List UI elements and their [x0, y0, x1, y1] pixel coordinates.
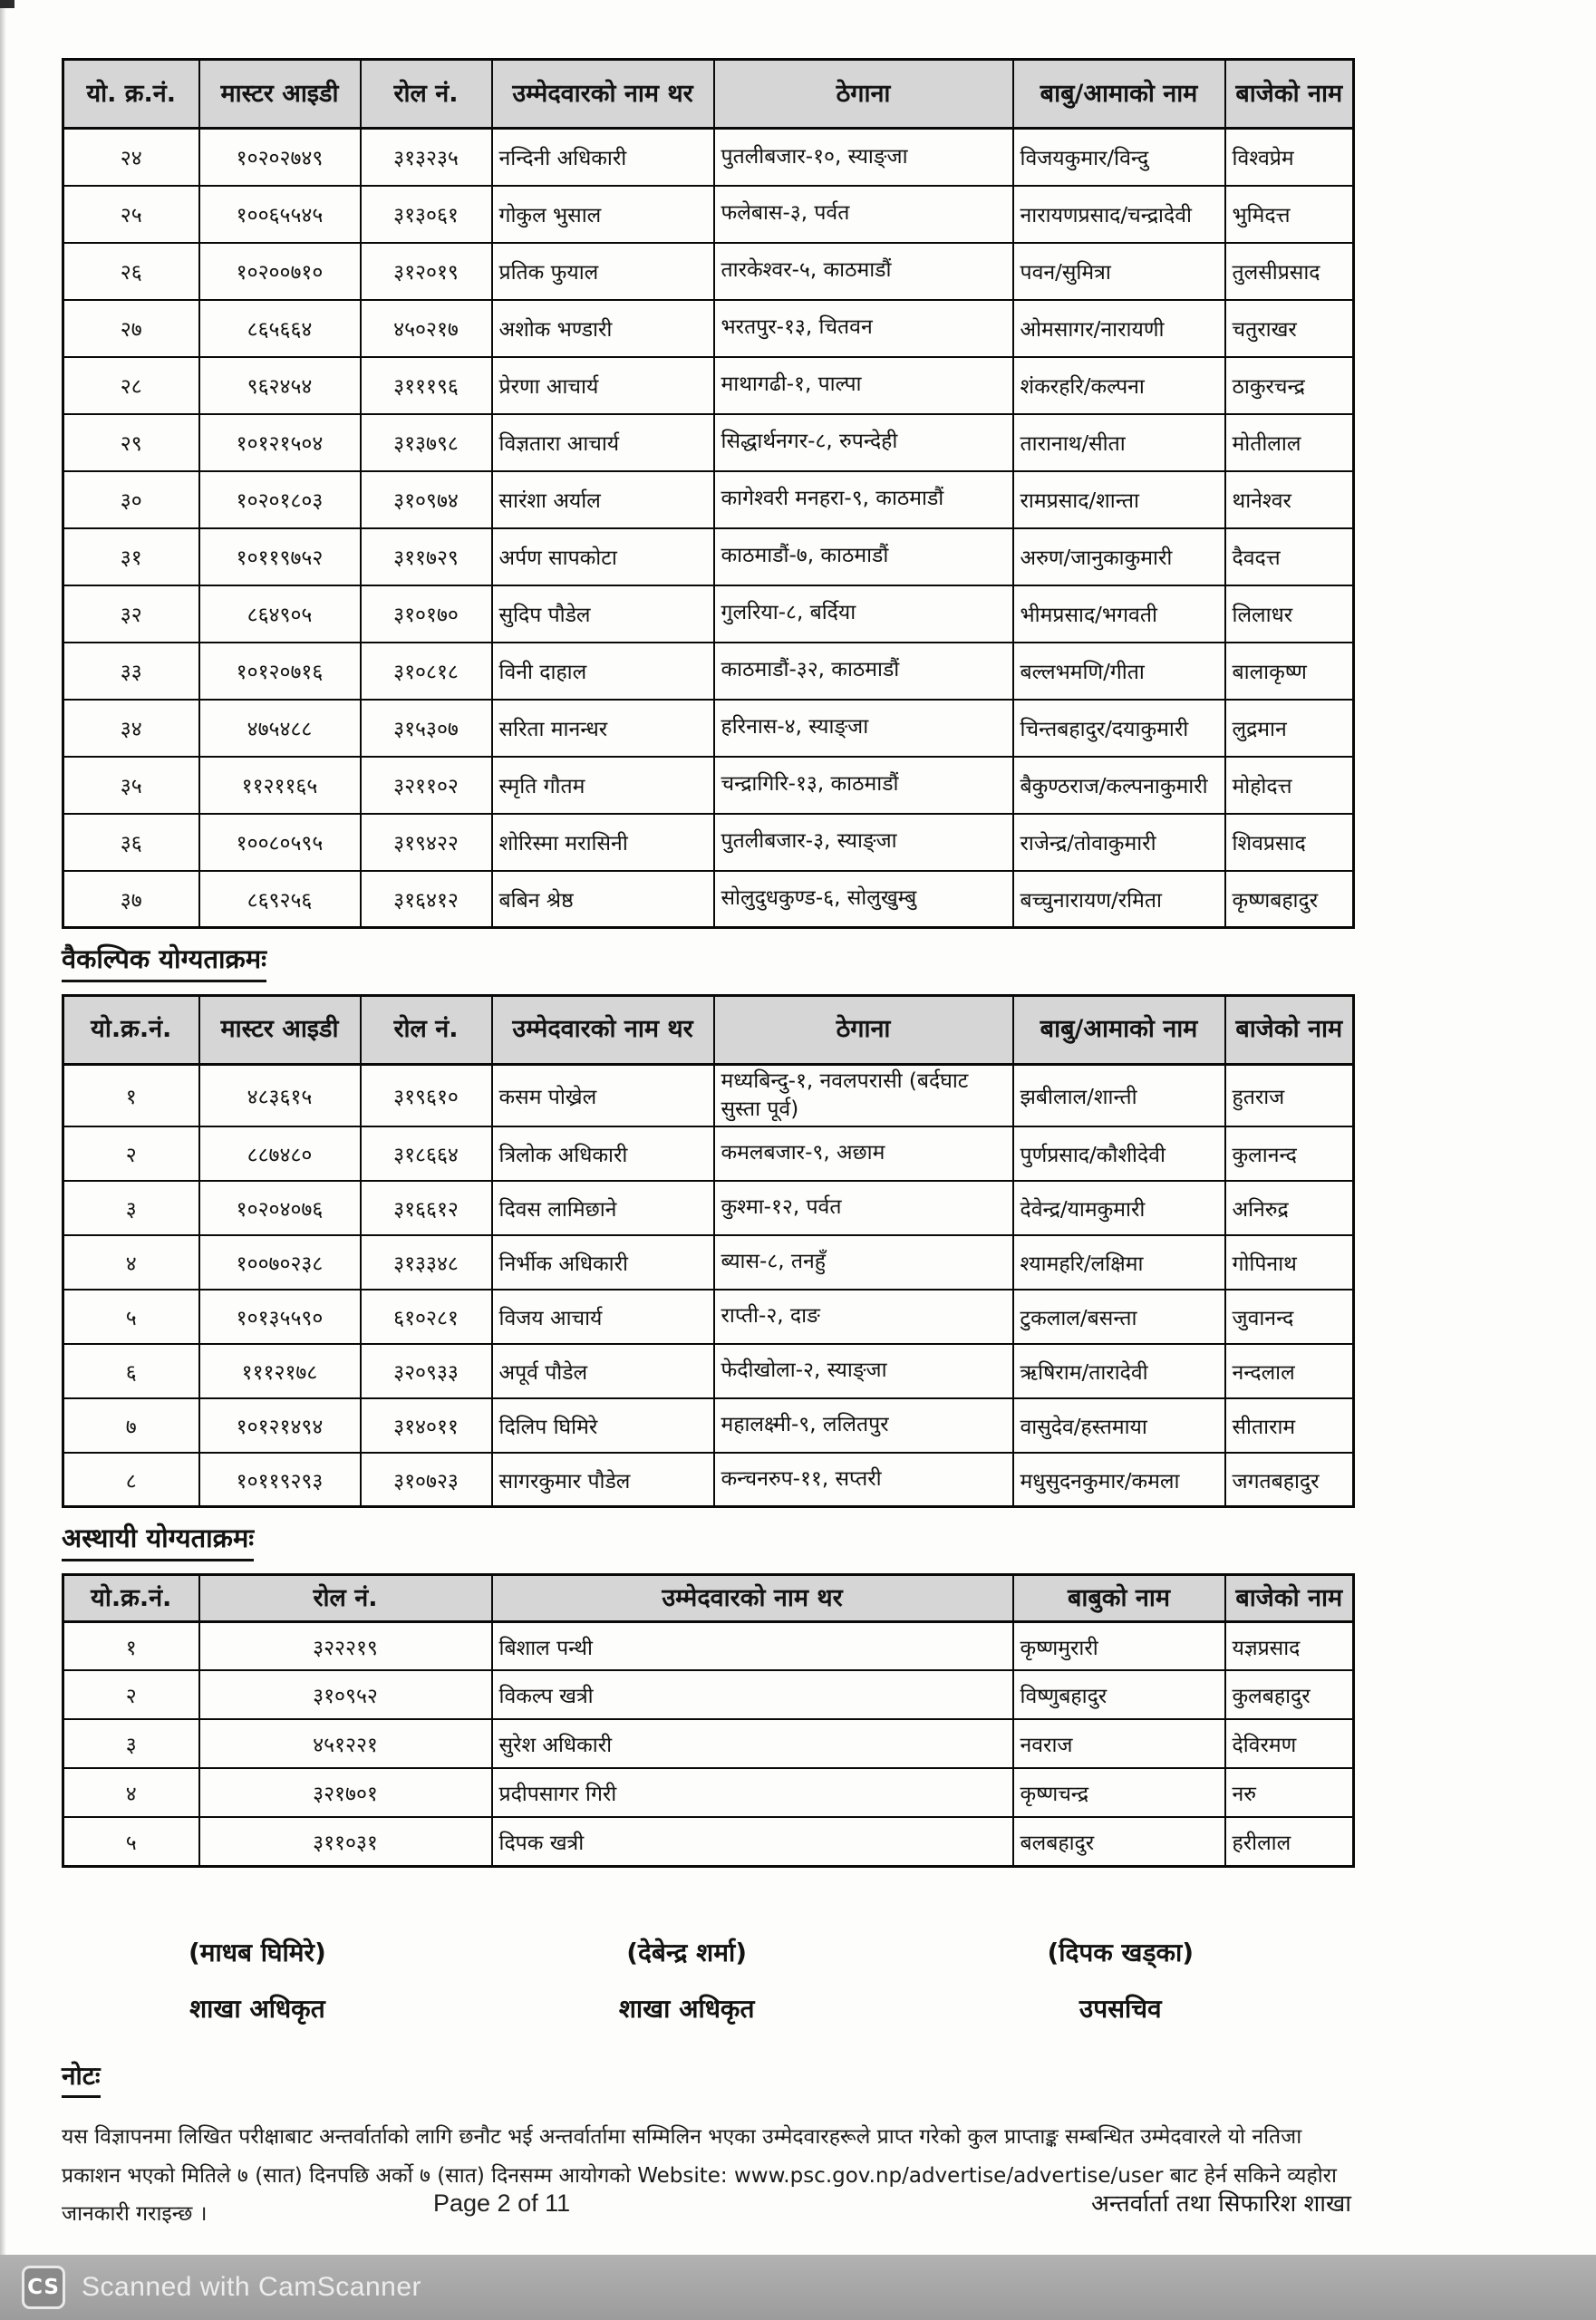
cell-serial-number: ५: [63, 1290, 199, 1344]
cell-candidate-name: अशोक भण्डारी: [492, 300, 714, 357]
cell-roll-number: ३१३७९८: [361, 414, 492, 471]
cell-roll-number: ३२११०२: [361, 757, 492, 814]
table-row: [63, 243, 1354, 300]
cell-candidate-name: बबिन श्रेष्ठ: [492, 871, 714, 928]
cell-parents-name: शंकरहरि/कल्पना: [1013, 357, 1225, 414]
cell-roll-number: ६१०२८१: [361, 1290, 492, 1344]
cell-master-id: १०११९२९३: [199, 1453, 361, 1507]
table-row: [63, 700, 1354, 757]
cell-address: कमलबजार-९, अछाम: [714, 1126, 1013, 1181]
cell-roll-number: ३१९४२२: [361, 814, 492, 871]
cell-address: सोलुदुधकुण्ड-६, सोलुखुम्बु: [714, 871, 1013, 928]
cell-address: कुश्मा-१२, पर्वत: [714, 1181, 1013, 1235]
cell-parents-name: बल्लभमणि/गीता: [1013, 643, 1225, 700]
cell-master-id: १००७०२३८: [199, 1235, 361, 1290]
cell-address: कागेश्वरी मनहरा-९, काठमाडौं: [714, 471, 1013, 528]
cell-serial-number: ६: [63, 1344, 199, 1398]
header-cell: ठेगाना: [714, 60, 1013, 129]
cell-candidate-name: सागरकुमार पौडेल: [492, 1453, 714, 1507]
table-body: [63, 1064, 1354, 1507]
table-row: [63, 757, 1354, 814]
cell-candidate-name: प्रदीपसागर गिरी: [492, 1768, 1013, 1817]
cell-father-name: कृष्णमुरारी: [1013, 1621, 1225, 1670]
cell-candidate-name: नन्दिनी अधिकारी: [492, 129, 714, 186]
table-row: [63, 1817, 1354, 1866]
header-cell: बाजेको नाम: [1225, 995, 1354, 1064]
cell-serial-number: ३३: [63, 643, 199, 700]
header-cell: उम्मेदवारको नाम थर: [492, 1574, 1013, 1621]
cell-roll-number: ३२०९३३: [361, 1344, 492, 1398]
cell-roll-number: ३१४०११: [361, 1398, 492, 1453]
cell-address: हरिनास-४, स्याङ्जा: [714, 700, 1013, 757]
cell-parents-name: मधुसुदनकुमार/कमला: [1013, 1453, 1225, 1507]
cell-roll-number: ३१५३०७: [361, 700, 492, 757]
table-row: [63, 585, 1354, 643]
header-cell: बाबु/आमाको नाम: [1013, 995, 1225, 1064]
cell-grandfather-name: अनिरुद्र: [1225, 1181, 1354, 1235]
cell-grandfather-name: चतुराखर: [1225, 300, 1354, 357]
cell-candidate-name: स्मृति गौतम: [492, 757, 714, 814]
cell-grandfather-name: दैवदत्त: [1225, 528, 1354, 585]
header-cell: रोल नं.: [361, 995, 492, 1064]
cell-candidate-name: कसम पोख्रेल: [492, 1064, 714, 1126]
camscanner-watermark-bar: [0, 2255, 1596, 2320]
cell-master-id: ८६४९०५: [199, 585, 361, 643]
cell-master-id: १०१३५५९०: [199, 1290, 361, 1344]
cell-candidate-name: विजय आचार्य: [492, 1290, 714, 1344]
cell-candidate-name: निर्भीक अधिकारी: [492, 1235, 714, 1290]
temporary-section-title: अस्थायी योग्यताक्रमः: [62, 1522, 254, 1561]
cell-parents-name: श्यामहरि/लक्षिमा: [1013, 1235, 1225, 1290]
cell-master-id: १०१२१४९४: [199, 1398, 361, 1453]
cell-candidate-name: दिवस लामिछाने: [492, 1181, 714, 1235]
cell-address: महालक्ष्मी-९, ललितपुर: [714, 1398, 1013, 1453]
cell-master-id: ९६२४५४: [199, 357, 361, 414]
alternative-merit-table: [62, 994, 1355, 1509]
cell-roll-number: ३१०७२३: [361, 1453, 492, 1507]
cell-grandfather-name: जगतबहादुर: [1225, 1453, 1354, 1507]
header-cell: मास्टर आइडी: [199, 60, 361, 129]
cell-parents-name: बैकुण्ठराज/कल्पनाकुमारी: [1013, 757, 1225, 814]
cell-serial-number: २७: [63, 300, 199, 357]
table-row: [63, 1290, 1354, 1344]
cell-master-id: ४८३६१५: [199, 1064, 361, 1126]
cell-parents-name: चिन्तबहादुर/दयाकुमारी: [1013, 700, 1225, 757]
cell-candidate-name: विज्ञतारा आचार्य: [492, 414, 714, 471]
cell-parents-name: रामप्रसाद/शान्ता: [1013, 471, 1225, 528]
header-cell: रोल नं.: [199, 1574, 492, 1621]
cell-roll-number: ३२१७०१: [199, 1768, 492, 1817]
cell-grandfather-name: तुलसीप्रसाद: [1225, 243, 1354, 300]
cell-roll-number: ३१०९५२: [199, 1670, 492, 1719]
table-head: [63, 995, 1354, 1064]
cell-roll-number: ३१८६६४: [361, 1126, 492, 1181]
table-row: [63, 1064, 1354, 1126]
cell-serial-number: ३७: [63, 871, 199, 928]
cell-grandfather-name: कुलबहादुर: [1225, 1670, 1354, 1719]
cell-roll-number: ३१६६१२: [361, 1181, 492, 1235]
cell-serial-number: २: [63, 1670, 199, 1719]
cell-parents-name: विजयकुमार/विन्दु: [1013, 129, 1225, 186]
cell-candidate-name: सारंशा अर्याल: [492, 471, 714, 528]
cell-serial-number: २: [63, 1126, 199, 1181]
cell-master-id: ४७५४८८: [199, 700, 361, 757]
signatures: [62, 1935, 1352, 2025]
table-row: [63, 814, 1354, 871]
cell-parents-name: राजेन्द्र/तोवाकुमारी: [1013, 814, 1225, 871]
cell-parents-name: ओमसागर/नारायणी: [1013, 300, 1225, 357]
cell-master-id: १०२०४०७६: [199, 1181, 361, 1235]
cell-grandfather-name: बालाकृष्ण: [1225, 643, 1354, 700]
cell-candidate-name: सरिता मानन्धर: [492, 700, 714, 757]
table-row: [63, 471, 1354, 528]
note-text: यस विज्ञापनमा लिखित परीक्षाबाट अन्तर्वार्ताको लागि छनौट भई अन्तर्वार्तामा सम्मिलिन भएका उम्मेदवारहरूले प्राप्त गरेको कुल प्राप्ताङ्क सम्बन्धित उम्मेदवारले यो नतिजा प्रकाशन भएको मितिले ७ (सात) दिनपछि अर्को ७ (सात) दिनसम्म आयोगको Website: www.psc.gov.np/advertise/advertise/user बाट हेर्न सकिने व्यहोरा जानकारी गराइन्छ ।: [62, 2124, 1338, 2227]
cell-grandfather-name: नरु: [1225, 1768, 1354, 1817]
table-row: [63, 1126, 1354, 1181]
cell-candidate-name: दिपक खत्री: [492, 1817, 1013, 1866]
cell-roll-number: ३१११९६: [361, 357, 492, 414]
cell-address: फलेबास-३, पर्वत: [714, 186, 1013, 243]
branch-name: अन्तर्वार्ता तथा सिफारिश शाखा: [1091, 2190, 1351, 2218]
table-row: [63, 1768, 1354, 1817]
cell-address: सिद्धार्थनगर-८, रुपन्देही: [714, 414, 1013, 471]
cell-candidate-name: सुरेश अधिकारी: [492, 1719, 1013, 1768]
cell-roll-number: ४५०२१७: [361, 300, 492, 357]
cell-address: कन्चनरुप-११, सप्तरी: [714, 1453, 1013, 1507]
cell-roll-number: ३१०९७४: [361, 471, 492, 528]
page-footer: [0, 2186, 1596, 2218]
cell-parents-name: टुकलाल/बसन्ता: [1013, 1290, 1225, 1344]
cell-candidate-name: शोरिस्मा मरासिनी: [492, 814, 714, 871]
cell-roll-number: ३१३२३५: [361, 129, 492, 186]
cell-grandfather-name: भुमिदत्त: [1225, 186, 1354, 243]
cell-candidate-name: अर्पण सापकोटा: [492, 528, 714, 585]
cell-master-id: ८८७४८०: [199, 1126, 361, 1181]
cell-master-id: १०२०१८०३: [199, 471, 361, 528]
cell-candidate-name: अपूर्व पौडेल: [492, 1344, 714, 1398]
signature-block: [1047, 1935, 1194, 2025]
cell-grandfather-name: कृष्णबहादुर: [1225, 871, 1354, 928]
cell-grandfather-name: हरीलाल: [1225, 1817, 1354, 1866]
cell-parents-name: अरुण/जानुकाकुमारी: [1013, 528, 1225, 585]
table-body: [63, 1621, 1354, 1866]
cell-master-id: १०११९७५२: [199, 528, 361, 585]
cell-father-name: नवराज: [1013, 1719, 1225, 1768]
cell-master-id: १०२००७१०: [199, 243, 361, 300]
cell-serial-number: ३५: [63, 757, 199, 814]
cell-serial-number: ४: [63, 1768, 199, 1817]
cell-grandfather-name: विश्वप्रेम: [1225, 129, 1354, 186]
cell-master-id: ८६५६६४: [199, 300, 361, 357]
table-row: [63, 871, 1354, 928]
cell-roll-number: ३११७२९: [361, 528, 492, 585]
table-row: [63, 1344, 1354, 1398]
cell-grandfather-name: मोतीलाल: [1225, 414, 1354, 471]
cell-serial-number: ३: [63, 1719, 199, 1768]
cell-serial-number: २९: [63, 414, 199, 471]
cell-serial-number: ३६: [63, 814, 199, 871]
cell-serial-number: ३४: [63, 700, 199, 757]
header-cell: रोल नं.: [361, 60, 492, 129]
cell-address: फेदीखोला-२, स्याङ्जा: [714, 1344, 1013, 1398]
cell-grandfather-name: शिवप्रसाद: [1225, 814, 1354, 871]
table-body: [63, 129, 1354, 928]
cell-serial-number: ४: [63, 1235, 199, 1290]
table-row: [63, 129, 1354, 186]
table-row: [63, 643, 1354, 700]
cell-address: ब्यास-८, तनहुँ: [714, 1235, 1013, 1290]
cell-roll-number: ३१०१७०: [361, 585, 492, 643]
cell-serial-number: १: [63, 1064, 199, 1126]
signatory-name: (देबेन्द्र शर्मा): [626, 1937, 748, 1967]
signatory-name: (माधब घिमिरे): [189, 1937, 326, 1967]
cell-parents-name: तारानाथ/सीता: [1013, 414, 1225, 471]
table-head: [63, 1574, 1354, 1621]
table-row: [63, 528, 1354, 585]
table-row: [63, 1398, 1354, 1453]
table-header-row: [63, 1574, 1354, 1621]
cell-grandfather-name: देविरमण: [1225, 1719, 1354, 1768]
cell-address: तारकेश्वर-५, काठमाडौं: [714, 243, 1013, 300]
table-header-row: [63, 995, 1354, 1064]
temporary-merit-table: [62, 1573, 1355, 1868]
cell-father-name: विष्णुबहादुर: [1013, 1670, 1225, 1719]
header-cell: यो.क्र.नं.: [63, 995, 199, 1064]
cell-serial-number: ३: [63, 1181, 199, 1235]
table-row: [63, 1670, 1354, 1719]
scan-corner-artifact: [0, 0, 15, 8]
table-row: [63, 357, 1354, 414]
cell-master-id: १११२१७८: [199, 1344, 361, 1398]
cell-parents-name: देवेन्द्र/यामकुमारी: [1013, 1181, 1225, 1235]
cell-address: काठमाडौं-३२, काठमाडौं: [714, 643, 1013, 700]
signature-block: [189, 1935, 326, 2025]
table-row: [63, 1181, 1354, 1235]
signature-block: [619, 1935, 755, 2025]
cell-master-id: १०१२१५०४: [199, 414, 361, 471]
cell-serial-number: ५: [63, 1817, 199, 1866]
cell-serial-number: २५: [63, 186, 199, 243]
cell-father-name: कृष्णचन्द्र: [1013, 1768, 1225, 1817]
cell-grandfather-name: जुवानन्द: [1225, 1290, 1354, 1344]
table-row: [63, 1719, 1354, 1768]
header-cell: बाजेको नाम: [1225, 1574, 1354, 1621]
cell-address: मध्यबिन्दु-१, नवलपरासी (बर्दघाट सुस्ता पूर्व): [714, 1064, 1013, 1126]
cell-candidate-name: त्रिलोक अधिकारी: [492, 1126, 714, 1181]
cell-address: पुतलीबजार-३, स्याङ्जा: [714, 814, 1013, 871]
cell-serial-number: ७: [63, 1398, 199, 1453]
cell-serial-number: २६: [63, 243, 199, 300]
cell-candidate-name: गोकुल भुसाल: [492, 186, 714, 243]
cell-roll-number: ३१६४१२: [361, 871, 492, 928]
header-cell: बाबु/आमाको नाम: [1013, 60, 1225, 129]
cell-candidate-name: विनी दाहाल: [492, 643, 714, 700]
cell-address: पुतलीबजार-१०, स्याङ्जा: [714, 129, 1013, 186]
cell-grandfather-name: थानेश्वर: [1225, 471, 1354, 528]
signatory-title: उपसचिव: [1079, 1993, 1162, 2024]
header-cell: बाबुको नाम: [1013, 1574, 1225, 1621]
cell-grandfather-name: गोपिनाथ: [1225, 1235, 1354, 1290]
cell-candidate-name: बिशाल पन्थी: [492, 1621, 1013, 1670]
alternative-section-title: वैकल्पिक योग्यताक्रमः: [62, 942, 266, 982]
signatory-title: शाखा अधिकृत: [618, 1993, 755, 2024]
cell-master-id: ११२११६५: [199, 757, 361, 814]
cell-parents-name: पुर्णप्रसाद/कौशीदेवी: [1013, 1126, 1225, 1181]
cell-master-id: ८६९२५६: [199, 871, 361, 928]
note-label: नोटः: [62, 2058, 101, 2098]
cell-roll-number: ३१३३४८: [361, 1235, 492, 1290]
cell-grandfather-name: कुलानन्द: [1225, 1126, 1354, 1181]
cell-parents-name: पवन/सुमित्रा: [1013, 243, 1225, 300]
table-row: [63, 1453, 1354, 1507]
cell-address: राप्ती-२, दाङ: [714, 1290, 1013, 1344]
table-row: [63, 1621, 1354, 1670]
cell-address: चन्द्रागिरि-१३, काठमाडौं: [714, 757, 1013, 814]
cell-serial-number: ३०: [63, 471, 199, 528]
table-row: [63, 186, 1354, 243]
cell-parents-name: ऋषिराम/तारादेवी: [1013, 1344, 1225, 1398]
header-cell: बाजेको नाम: [1225, 60, 1354, 129]
cell-serial-number: ८: [63, 1453, 199, 1507]
cell-roll-number: ३१३०६१: [361, 186, 492, 243]
header-cell: यो. क्र.नं.: [63, 60, 199, 129]
camscanner-label: Scanned with CamScanner: [82, 2272, 422, 2302]
header-cell: उम्मेदवारको नाम थर: [492, 60, 714, 129]
cell-grandfather-name: मोहोदत्त: [1225, 757, 1354, 814]
cell-serial-number: ३२: [63, 585, 199, 643]
cell-address: गुलरिया-८, बर्दिया: [714, 585, 1013, 643]
cell-parents-name: वासुदेव/हस्तमाया: [1013, 1398, 1225, 1453]
signatory-name: (दिपक खड्का): [1047, 1937, 1194, 1967]
cell-candidate-name: विकल्प खत्री: [492, 1670, 1013, 1719]
cell-roll-number: ३११०३१: [199, 1817, 492, 1866]
table-row: [63, 414, 1354, 471]
header-cell: उम्मेदवारको नाम थर: [492, 995, 714, 1064]
cell-candidate-name: सुदिप पौडेल: [492, 585, 714, 643]
cell-master-id: १००८०५९५: [199, 814, 361, 871]
scan-edge-shadow: [0, 0, 6, 2320]
cell-candidate-name: दिलिप घिमिरे: [492, 1398, 714, 1453]
cell-address: माथागढी-१, पाल्पा: [714, 357, 1013, 414]
cell-grandfather-name: हुतराज: [1225, 1064, 1354, 1126]
cell-roll-number: ३१९६१०: [361, 1064, 492, 1126]
header-cell: ठेगाना: [714, 995, 1013, 1064]
cell-master-id: १०१२०७१६: [199, 643, 361, 700]
cell-master-id: १००६५५४५: [199, 186, 361, 243]
cell-roll-number: ३१२०१९: [361, 243, 492, 300]
cell-roll-number: ४५१२२१: [199, 1719, 492, 1768]
document-content: [62, 58, 1352, 2234]
table-header-row: [63, 60, 1354, 129]
cell-roll-number: ३२२२१९: [199, 1621, 492, 1670]
table-row: [63, 300, 1354, 357]
cell-grandfather-name: यज्ञप्रसाद: [1225, 1621, 1354, 1670]
page-number: Page 2 of 11: [433, 2190, 571, 2217]
cell-grandfather-name: लिलाधर: [1225, 585, 1354, 643]
cell-roll-number: ३१०८१८: [361, 643, 492, 700]
cell-parents-name: भीमप्रसाद/भगवती: [1013, 585, 1225, 643]
cell-grandfather-name: सीताराम: [1225, 1398, 1354, 1453]
cell-candidate-name: प्रतिक फुयाल: [492, 243, 714, 300]
cell-parents-name: बच्चुनारायण/रमिता: [1013, 871, 1225, 928]
cell-father-name: बलबहादुर: [1013, 1817, 1225, 1866]
cell-candidate-name: प्रेरणा आचार्य: [492, 357, 714, 414]
cell-parents-name: झबीलाल/शान्ती: [1013, 1064, 1225, 1126]
cell-grandfather-name: लुद्रमान: [1225, 700, 1354, 757]
cell-serial-number: ३१: [63, 528, 199, 585]
camscanner-logo-icon: CS: [22, 2266, 65, 2309]
header-cell: मास्टर आइडी: [199, 995, 361, 1064]
cell-address: भरतपुर-१३, चितवन: [714, 300, 1013, 357]
cell-parents-name: नारायणप्रसाद/चन्द्रादेवी: [1013, 186, 1225, 243]
cell-grandfather-name: नन्दलाल: [1225, 1344, 1354, 1398]
table-row: [63, 1235, 1354, 1290]
cell-serial-number: २८: [63, 357, 199, 414]
cell-serial-number: २४: [63, 129, 199, 186]
cell-master-id: १०२०२७४९: [199, 129, 361, 186]
header-cell: यो.क्र.नं.: [63, 1574, 199, 1621]
main-merit-table: [62, 58, 1355, 929]
cell-address: काठमाडौं-७, काठमाडौं: [714, 528, 1013, 585]
table-head: [63, 60, 1354, 129]
signatory-title: शाखा अधिकृत: [189, 1993, 325, 2024]
cell-serial-number: १: [63, 1621, 199, 1670]
cell-grandfather-name: ठाकुरचन्द्र: [1225, 357, 1354, 414]
